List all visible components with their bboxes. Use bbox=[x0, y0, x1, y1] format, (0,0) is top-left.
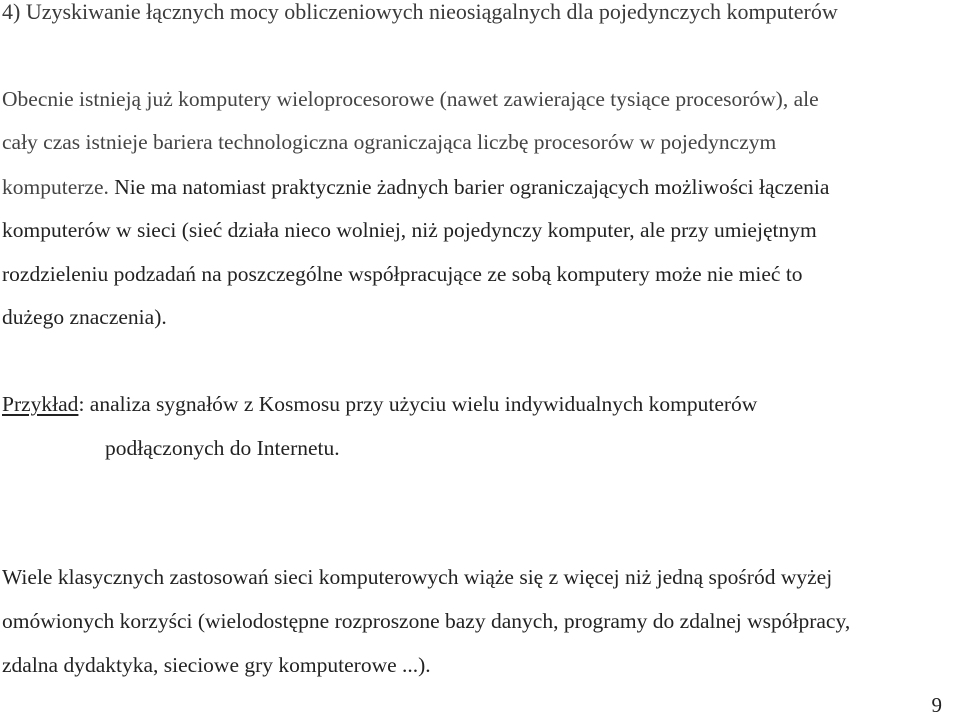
paragraph-line: rozdzieleniu podzadań na poszczególne współpracujące ze sobą komputery może nie mieć to bbox=[2, 262, 803, 286]
paragraph-segment: komputerze. bbox=[2, 175, 109, 199]
section-heading: 4) Uzyskiwanie łącznych mocy obliczeniowych nieosiągalnych dla pojedynczych komputerów bbox=[2, 0, 838, 24]
paragraph-line: komputerów w sieci (sieć działa nieco wolniej, niż pojedynczy komputer, ale przy umiejętnym bbox=[2, 218, 817, 242]
example-label: Przykład bbox=[2, 392, 79, 416]
example-line bbox=[2, 390, 757, 418]
paragraph-line: omówionych korzyści (wielodostępne rozproszone bazy danych, programy do zdalnej współpracy, bbox=[2, 609, 851, 633]
paragraph-line: Wiele klasycznych zastosowań sieci komputerowych wiąże się z więcej niż jedną spośród wyżej bbox=[2, 565, 833, 589]
example-continuation: podłączonych do Internetu. bbox=[105, 436, 340, 460]
example-text: : analiza sygnałów z Kosmosu przy użyciu wielu indywidualnych komputerów bbox=[78, 392, 758, 416]
paragraph-line: zdalna dydaktyka, sieciowe gry komputerowe ...). bbox=[2, 653, 431, 677]
paragraph-line bbox=[2, 173, 829, 201]
page-number: 9 bbox=[931, 693, 942, 717]
paragraph-line: dużego znaczenia). bbox=[2, 305, 167, 329]
paragraph-line: cały czas istnieje bariera technologiczna ograniczająca liczbę procesorów w pojedynczym bbox=[2, 130, 777, 154]
paragraph-line: Obecnie istnieją już komputery wieloprocesorowe (nawet zawierające tysiące procesorów), ale bbox=[2, 87, 819, 111]
paragraph-segment: Nie ma natomiast praktycznie żadnych barier ograniczających możliwości łączenia bbox=[108, 175, 830, 199]
